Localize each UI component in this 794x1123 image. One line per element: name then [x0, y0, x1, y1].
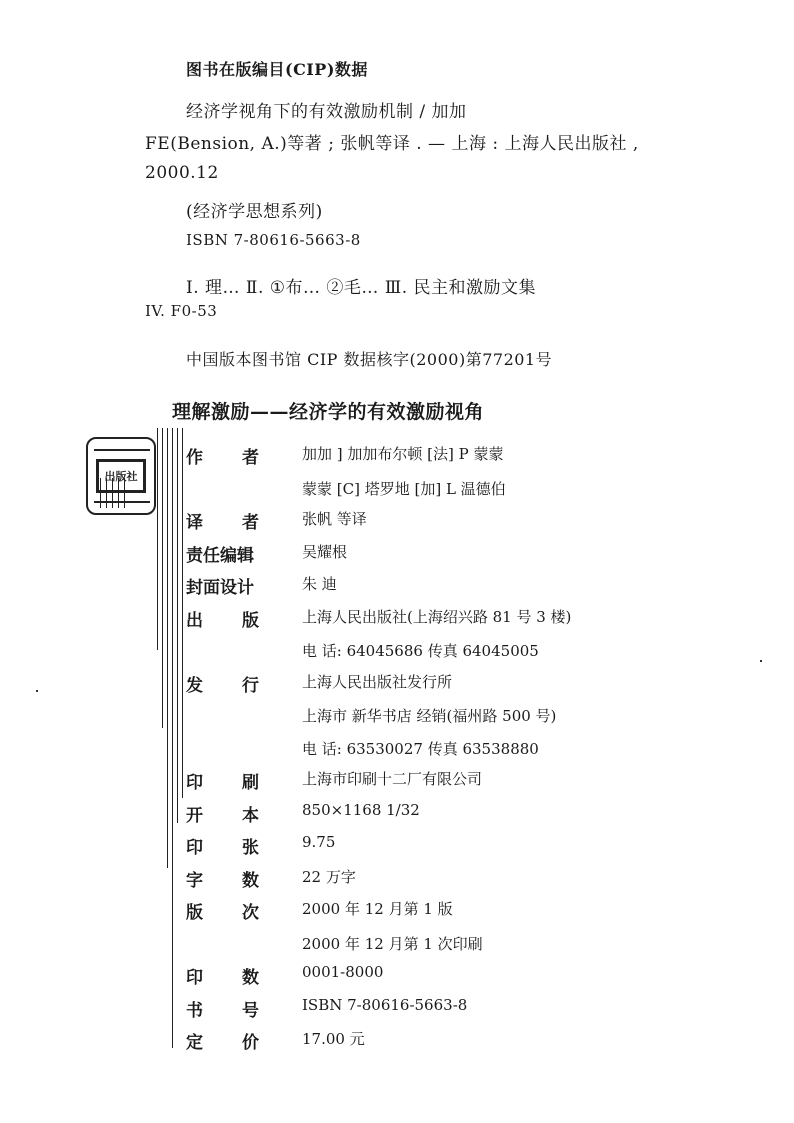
colophon-key: 本 [242, 805, 259, 826]
colophon-key: 出 [186, 610, 203, 631]
colophon-key: 字 [186, 870, 203, 891]
colophon-value: 9.75 [302, 833, 336, 851]
cip-line: (经济学思想系列) [186, 202, 323, 222]
colophon-key: 号 [242, 1000, 259, 1021]
colophon-key: 责任编辑 [186, 545, 254, 566]
colophon-key: 次 [242, 903, 259, 923]
publisher-logo-text: 出版社 [104, 470, 138, 483]
colophon-value: 2000 年 12 月第 1 版 [302, 900, 453, 918]
margin-rule [177, 428, 178, 823]
classification-line: IV. F0-53 [145, 302, 218, 320]
colophon-key: 版 [242, 610, 259, 631]
colophon-key: 数 [242, 968, 259, 988]
colophon-key: 者 [242, 448, 259, 468]
classification-line: Ⅰ. 理… Ⅱ. ①布… ②毛… Ⅲ. 民主和激励文集 [186, 278, 537, 298]
colophon-key: 译 [186, 513, 203, 533]
colophon-value: 17.00 元 [302, 1030, 365, 1048]
cip-line: FE(Bension, A.)等著 ; 张帆等译 . — 上海 : 上海人民出版社 , [145, 134, 639, 154]
colophon-key: 书 [186, 1000, 203, 1021]
colophon-key: 作 [186, 448, 203, 468]
margin-rule [182, 428, 183, 798]
colophon-value: 吴耀根 [302, 542, 348, 561]
colophon-value: ISBN 7-80616-5663-8 [302, 995, 468, 1014]
cip-heading: 图书在版编目(CIP)数据 [186, 60, 368, 79]
scan-speck [760, 660, 762, 662]
colophon-value: 蒙蒙 [C] 塔罗地 [加] L 温德伯 [302, 479, 506, 498]
colophon-key: 发 [186, 675, 203, 696]
margin-rule [162, 428, 163, 728]
colophon-key: 印 [186, 968, 203, 988]
colophon-value: 朱 迪 [302, 575, 337, 593]
cip-line: 经济学视角下的有效激励机制 / 加加 [186, 102, 467, 122]
margin-rule [157, 428, 158, 650]
colophon-key: 版 [186, 903, 203, 923]
colophon-value: 上海人民出版社发行所 [302, 672, 453, 691]
cip-number: 中国版本图书馆 CIP 数据核字(2000)第77201号 [186, 350, 553, 369]
colophon-value: 上海人民出版社(上海绍兴路 81 号 3 楼) [302, 607, 572, 626]
colophon-key: 印 [186, 838, 203, 858]
colophon-key: 印 [186, 773, 203, 793]
colophon-key: 封面设计 [186, 578, 254, 598]
colophon-value: 电 话: 63530027 传真 63538880 [302, 739, 539, 758]
colophon-key: 数 [242, 870, 259, 891]
colophon-value: 2000 年 12 月第 1 次印刷 [302, 934, 483, 953]
colophon-key: 开 [186, 805, 203, 826]
colophon-key: 价 [242, 1033, 259, 1053]
colophon-value: 电 话: 64045686 传真 64045005 [302, 642, 539, 660]
colophon-value: 加加 ] 加加布尔顿 [法] P 蒙蒙 [302, 445, 504, 463]
cip-line: 2000.12 [145, 163, 219, 183]
colophon-key: 定 [186, 1033, 203, 1053]
cip-line: ISBN 7-80616-5663-8 [186, 231, 361, 249]
colophon-key: 刷 [242, 773, 259, 793]
margin-rule [172, 428, 173, 1048]
colophon-value: 22 万字 [302, 867, 356, 886]
colophon-value: 850×1168 1/32 [302, 800, 420, 819]
colophon-value: 张帆 等译 [302, 510, 367, 528]
colophon-key: 张 [242, 838, 259, 858]
colophon-value: 上海市印刷十二厂有限公司 [302, 770, 483, 788]
publisher-logo [86, 437, 156, 515]
margin-rule [167, 428, 168, 868]
colophon-value: 0001-8000 [302, 963, 384, 981]
colophon-key: 行 [242, 675, 259, 696]
colophon-key: 者 [242, 513, 259, 533]
colophon-value: 上海市 新华书店 经销(福州路 500 号) [302, 707, 557, 725]
book-title: 理解激励——经济学的有效激励视角 [172, 401, 485, 423]
scan-speck [36, 690, 38, 692]
